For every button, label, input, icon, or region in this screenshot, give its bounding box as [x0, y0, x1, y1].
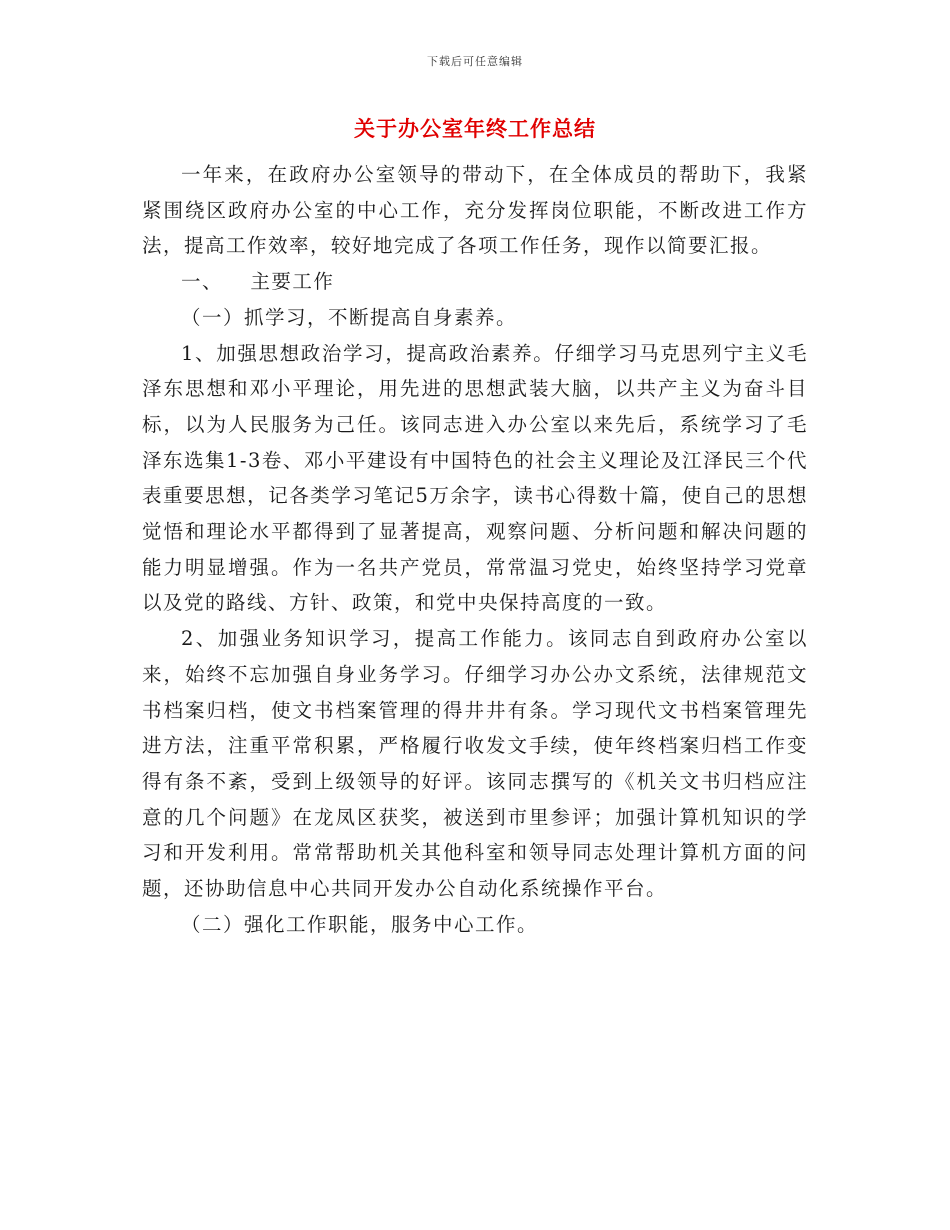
- paragraph-intro: 一年来，在政府办公室领导的带动下，在全体成员的帮助下，我紧紧围绕区政府办公室的中心工作，充分发挥岗位职能，不断改进工作方法，提高工作效率，较好地完成了各项工作任务，现作以简要汇报。: [142, 163, 808, 258]
- subheading-study: （一）抓学习，不断提高自身素养。: [181, 305, 518, 329]
- paragraph-item-2: 2、加强业务知识学习，提高工作能力。该同志自到政府办公室以来，始终不忘加强自身业务学习。仔细学习办公办文系统，法律规范文书档案归档，使文书档案管理的得井井有条。学习现代文书档案管理先进方法，注重平常积累，严格履行收发文手续，使年终档案归档工作变得有条不紊，受到上级领导的好评。该同志撰写的《机关文书归档应注意的几个问题》在龙凤区获奖，被送到市里参评；加强计算机知识的学习和开发利用。常常帮助机关其他科室和领导同志处理计算机方面的问题，还协助信息中心共同开发办公自动化系统操作平台。: [142, 627, 808, 901]
- section-title: 主要工作: [250, 270, 335, 294]
- paragraph-item-1: 1、加强思想政治学习，提高政治素养。仔细学习马克思列宁主义毛泽东思想和邓小平理论，用先进的思想武装大脑，以共产主义为奋斗目标，以为人民服务为己任。该同志进入办公室以来先后，系统学习了毛泽东选集1-3卷、邓小平建设有中国特色的社会主义理论及江泽民三个代表重要思想，记各类学习笔记5万余字，读书心得数十篇，使自己的思想觉悟和理论水平都得到了显著提高，观察问题、分析问题和解决问题的能力明显增强。作为一名共产党员，常常温习党史，始终坚持学习党章以及党的路线、方针、政策，和党中央保持高度的一致。: [142, 341, 808, 615]
- section-heading-main-work: [142, 264, 808, 300]
- header-note: 下载后可任意编辑: [427, 55, 523, 68]
- subheading-functions: （二）强化工作职能，服务中心工作。: [181, 912, 539, 936]
- section-number: 一、: [181, 270, 224, 294]
- document-title: 关于办公室年终工作总结: [354, 116, 596, 141]
- document-body: [142, 157, 808, 942]
